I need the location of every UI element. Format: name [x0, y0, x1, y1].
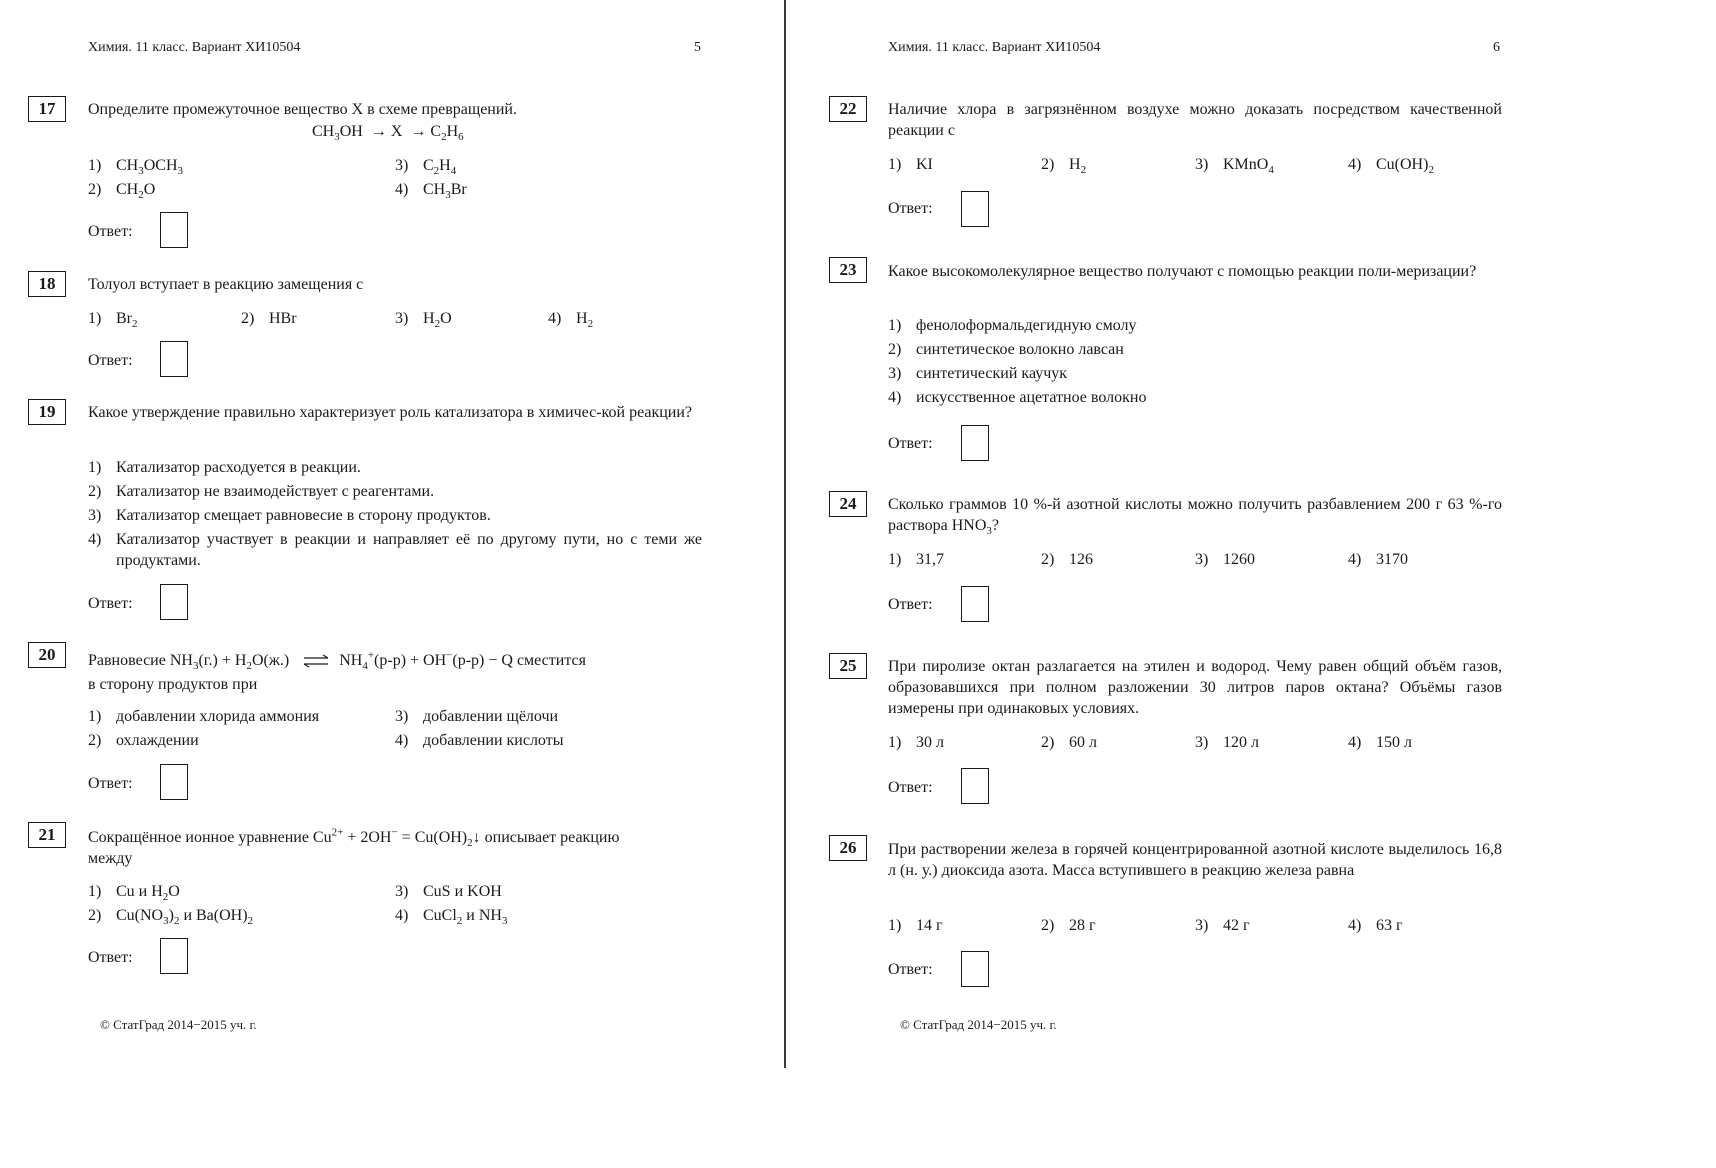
option-4: 4) 150 л — [1348, 734, 1412, 751]
task-number: 23 — [829, 257, 867, 283]
page-footer: © СтатГрад 2014−2015 уч. г. — [900, 1017, 1057, 1032]
page-header: Химия. 11 класс. Вариант ХИ10504 — [888, 40, 1101, 55]
page-header: Химия. 11 класс. Вариант ХИ10504 — [88, 40, 301, 55]
option-4: 4) $Cu(OH)_2$ — [1348, 156, 1434, 177]
option-1: 1) добавлении хлорида аммония — [88, 708, 320, 725]
option-4: 4) — [88, 531, 102, 548]
option-2: 2) $CH_2O$ — [88, 181, 156, 202]
answer-label: Ответ: — [888, 596, 933, 613]
answer-label: Ответ: — [88, 595, 133, 612]
answer-box[interactable] — [961, 951, 989, 987]
question-text-line2: в сторону продуктов при — [88, 676, 258, 693]
answer-box[interactable] — [961, 191, 989, 227]
answer-label: Ответ: — [88, 223, 133, 240]
answer-label: Ответ: — [888, 961, 933, 978]
question-text: При пиролизе октан разлагается на этилен и водород. Чему равен общий объём газов, образовавшихся при полном разложении 30 литров паров октана? Объёмы газов измерены при одинаковых условиях. — [888, 658, 1502, 717]
option-3: 3) синтетический каучук — [888, 365, 1068, 382]
answer-box[interactable] — [160, 584, 188, 620]
page-number: 5 — [694, 40, 701, 55]
option-2: 2) охлаждении — [88, 732, 199, 749]
option-1: 1) 14 г — [888, 917, 943, 934]
answer-label: Ответ: — [88, 949, 133, 966]
task-number: 20 — [28, 642, 66, 668]
answer-box[interactable] — [961, 768, 989, 804]
option-1: 1) Катализатор расходуется в реакции. — [88, 459, 361, 476]
answer-label: Ответ: — [88, 352, 133, 369]
option-4: 4) добавлении кислоты — [395, 732, 564, 749]
answer-box[interactable] — [961, 586, 989, 622]
answer-box[interactable] — [160, 341, 188, 377]
answer-label: Ответ: — [888, 779, 933, 796]
page-number: 6 — [1493, 40, 1500, 55]
option-4-text: Катализатор участвует в реакции и направляет её по другому пути, но с теми же продуктами. — [116, 531, 702, 569]
task-number: 19 — [28, 399, 66, 425]
answer-label: Ответ: — [888, 435, 933, 452]
question-text: Толуол вступает в реакцию замещения с — [88, 276, 364, 293]
option-1: 1) KI — [888, 156, 933, 173]
option-2: 2) Катализатор не взаимодействует с реагентами. — [88, 483, 435, 500]
option-4: 4) CuCl$_2$ и $NH_3$ — [395, 907, 508, 928]
answer-box[interactable] — [160, 764, 188, 800]
answer-box[interactable] — [160, 212, 188, 248]
option-1: 1) Cu и $H_2O$ — [88, 883, 180, 904]
question-text: При растворении железа в горячей концентрированной азотной кислоте выделилось 16,8 л (н. у.) диоксида азота. Масса вступившего в реакцию железа равна — [888, 841, 1502, 879]
option-1: 1) $CH_3OCH_3$ — [88, 157, 184, 178]
equilibrium-arrow-icon — [303, 654, 329, 668]
option-2: 2) 60 л — [1041, 734, 1097, 751]
option-1: 1) фенолоформальдегидную смолу — [888, 317, 1137, 334]
option-3: 3) добавлении щёлочи — [395, 708, 559, 725]
page-left — [0, 0, 784, 1068]
task-number: 22 — [829, 96, 867, 122]
option-3: 3) $C_2H_4$ — [395, 157, 457, 178]
option-3: 3) 1260 — [1195, 551, 1255, 568]
option-2: 2) HBr — [241, 310, 297, 327]
task-number: 25 — [829, 653, 867, 679]
option-2: 2) $Cu(NO_3)_2$ и $Ba(OH)_2$ — [88, 907, 254, 928]
question-text: Какое высокомолекулярное вещество получают с помощью реакции поли-меризации? — [888, 263, 1477, 280]
option-1: 1) $Br_2$ — [88, 310, 138, 331]
question-text: Равновесие $NH_3(г.) + H_2O(ж.) NH_4^+(р-р) + OH^-(р-р) - Q$ сместится — [88, 649, 586, 673]
option-1: 1) 30 л — [888, 734, 944, 751]
option-4: 4) $H_2$ — [548, 310, 594, 331]
question-text-line2: между — [88, 850, 133, 867]
option-2: 2) 126 — [1041, 551, 1093, 568]
option-3: 3) $H_2O$ — [395, 310, 452, 331]
option-3: 3) 120 л — [1195, 734, 1259, 751]
question-text: Наличие хлора в загрязнённом воздухе можно доказать посредством качественной реакции с — [888, 101, 1502, 139]
option-3: 3) CuS и KOH — [395, 883, 502, 900]
option-2: 2) $H_2$ — [1041, 156, 1087, 177]
page-footer: © СтатГрад 2014−2015 уч. г. — [100, 1017, 257, 1032]
option-3: 3) 42 г — [1195, 917, 1250, 934]
answer-label: Ответ: — [888, 200, 933, 217]
option-4: 4) 3170 — [1348, 551, 1408, 568]
question-text: Какое утверждение правильно характеризует роль катализатора в химичес-кой реакции? — [88, 404, 693, 421]
answer-box[interactable] — [961, 425, 989, 461]
task-number: 21 — [28, 822, 66, 848]
option-4: 4) $CH_3Br$ — [395, 181, 467, 202]
option-2: 2) 28 г — [1041, 917, 1096, 934]
option-4: 4) искусственное ацетатное волокно — [888, 389, 1147, 406]
task-number: 26 — [829, 835, 867, 861]
task-number: 24 — [829, 491, 867, 517]
answer-label: Ответ: — [88, 775, 133, 792]
option-4: 4) 63 г — [1348, 917, 1403, 934]
task-number: 17 — [28, 96, 66, 122]
transformation-scheme: $CH_3OH \to X \to C_2H_6$ — [312, 123, 464, 144]
task-number: 18 — [28, 271, 66, 297]
option-3: 3) KMnO$_4$ — [1195, 156, 1274, 177]
page-right — [786, 0, 1568, 1068]
option-1: 1) 31,7 — [888, 551, 944, 568]
question-text: Сколько граммов 10 %-й азотной кислоты можно получить разбавлением 200 г 63 %-го раствора $HNO_3$? — [888, 496, 1502, 538]
option-2: 2) синтетическое волокно лавсан — [888, 341, 1124, 358]
question-text: Сокращённое ионное уравнение $Cu^{2+} + 2OH^-$ = $Cu(OH)_2↓$ описывает реакцию — [88, 826, 620, 850]
option-3: 3) Катализатор смещает равновесие в сторону продуктов. — [88, 507, 491, 524]
answer-box[interactable] — [160, 938, 188, 974]
question-text: Определите промежуточное вещество X в схеме превращений. — [88, 101, 517, 118]
